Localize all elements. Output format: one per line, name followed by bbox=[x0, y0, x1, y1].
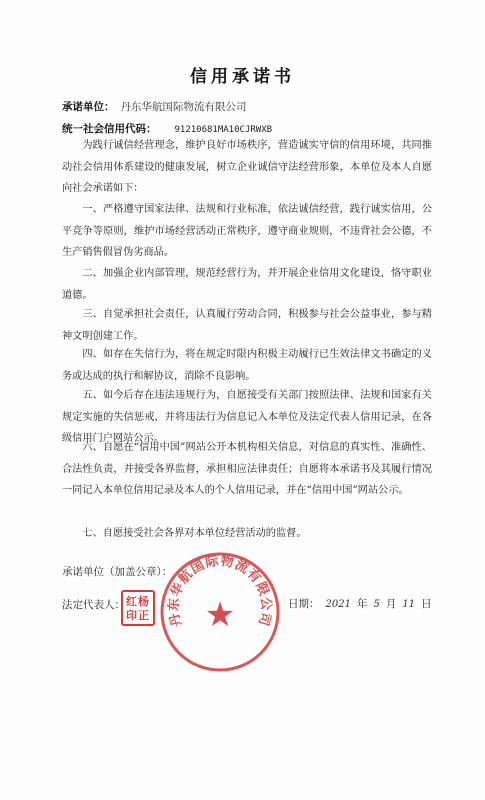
sign-unit-label: 承诺单位（加盖公章）： bbox=[62, 566, 173, 578]
promising-unit-row bbox=[62, 100, 247, 114]
credit-code-label: 统一社会信用代码： bbox=[62, 123, 157, 135]
signature-date bbox=[288, 596, 432, 613]
date-year: 2021 bbox=[325, 599, 351, 610]
date-month: 5 bbox=[373, 599, 380, 610]
commitment-item-6: 六、自愿在“信用中国”网站公开本机构相关信息，对信息的真实性、准确性、合法性负责，并接受各界监督，承担相应法律责任；自愿将本承诺书及其履行情况一同记入本单位信用记录及本人的个人信用记录，并在“信用中国”网站公示。 bbox=[62, 442, 432, 496]
name-stamp-line-1: 红杨 bbox=[126, 595, 150, 608]
commitment-item-5: 五、如今后存在违法违规行为，自愿接受有关部门按照法律、法规和国家有关规定实施的失信惩戒，并将违法行为信息记入本单位及法定代表人信用记录，在各级信用门户网站公示。 bbox=[62, 390, 432, 444]
commitment-item-7: 七、自愿接受社会各界对本单位经营活动的监督。 bbox=[82, 528, 307, 539]
commitment-item-2: 二、加强企业内部管理，规范经营行为，并开展企业信用文化建设，恪守职业道德。 bbox=[62, 268, 432, 301]
date-day: 11 bbox=[402, 599, 416, 610]
legal-representative-label: 法定代表人： bbox=[62, 599, 125, 611]
unit-value: 丹东华航国际物流有限公司 bbox=[120, 101, 247, 113]
seal-company-name: 丹东华航国际物流有限公司 bbox=[166, 553, 274, 629]
date-label: 日期： bbox=[288, 598, 320, 610]
credit-code-value: 91210681MA10CJRWXB bbox=[174, 125, 273, 135]
commitment-item-4: 四、如存在失信行为，将在规定时限内积极主动履行已生效法律文书确定的义务或达成的执行和解协议，消除不良影响。 bbox=[62, 349, 432, 382]
intro-paragraph: 为践行诚信经营理念，维护良好市场秩序，营造诚实守信的信用环境，共同推动社会信用体系建设的健康发展，树立企业诚信守法经营形象，本单位及本人自愿向社会承诺如下： bbox=[62, 140, 432, 194]
unit-label: 承诺单位： bbox=[62, 101, 115, 113]
date-month-unit: 月 bbox=[385, 598, 397, 610]
date-year-unit: 年 bbox=[356, 598, 368, 610]
company-seal bbox=[158, 550, 282, 674]
commitment-item-1: 一、严格遵守国家法律、法规和行业标准，依法诚信经营，践行诚实信用，公平竞争等原则，维护市场经营活动正常秩序，遵守商业规则，不违背社会公德，不生产销售假冒伪劣商品。 bbox=[62, 204, 432, 258]
date-day-unit: 日 bbox=[421, 598, 432, 610]
document-title: 信用承诺书 bbox=[190, 67, 295, 87]
name-stamp-line-2: 印正 bbox=[126, 609, 150, 622]
legal-representative-stamp bbox=[121, 590, 155, 626]
seal-star-icon: ★ bbox=[204, 595, 236, 635]
commitment-item-3: 三、自觉承担社会责任，认真履行劳动合同，积极参与社会公益事业，参与精神文明创建工作。 bbox=[62, 309, 432, 342]
